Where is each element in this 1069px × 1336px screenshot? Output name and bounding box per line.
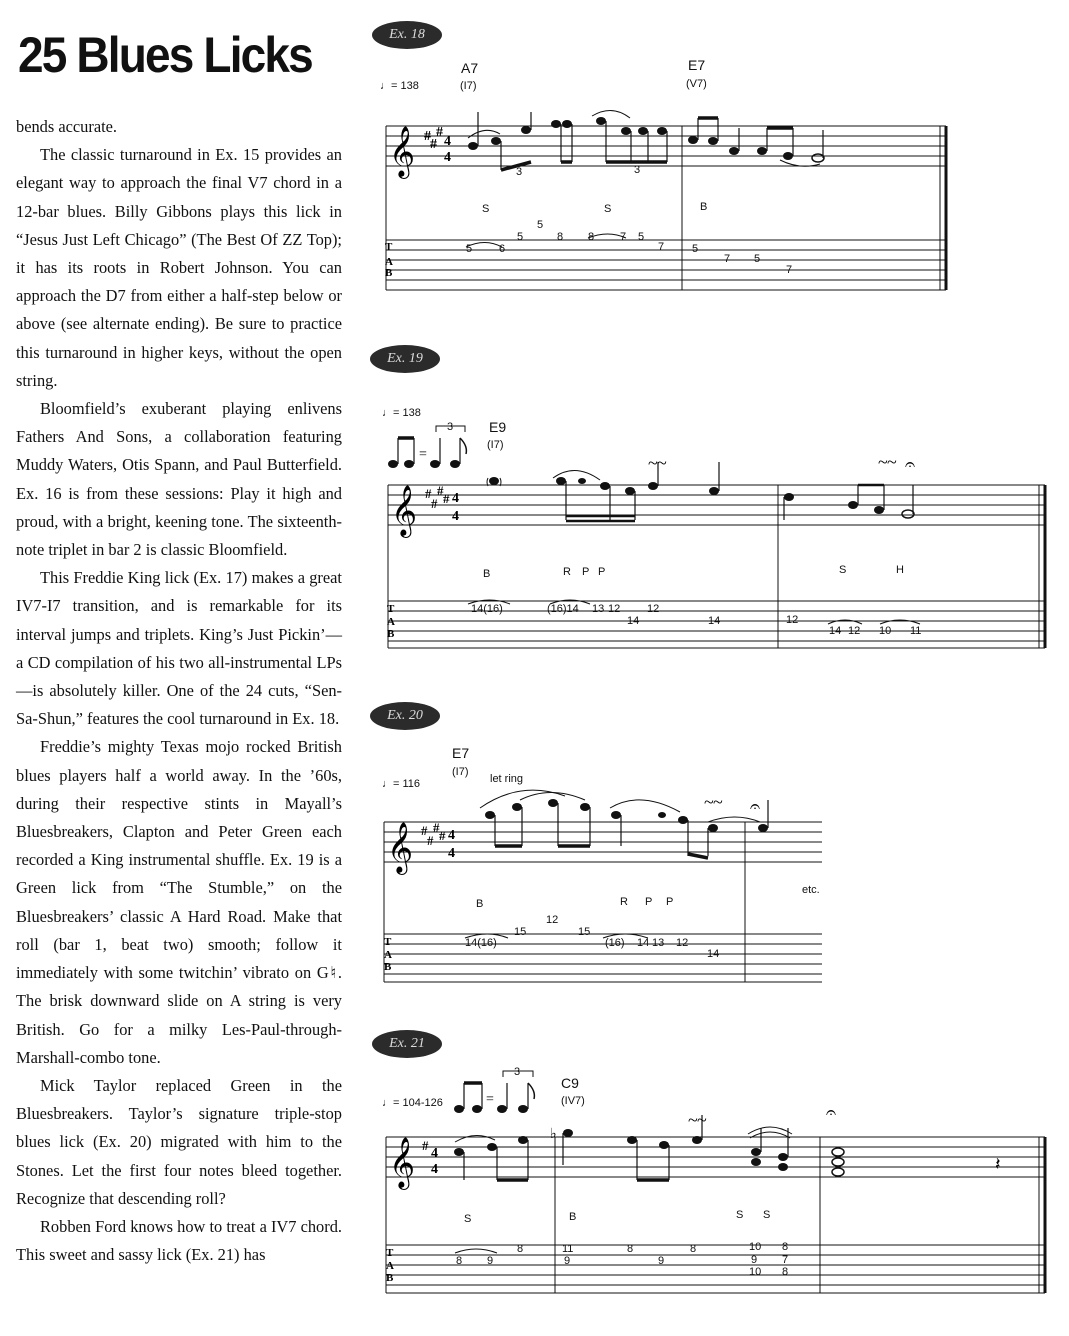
tab-number: 15 bbox=[514, 926, 527, 938]
technique-marking: B bbox=[569, 1211, 577, 1223]
chord-degree: (I7) bbox=[452, 766, 469, 778]
svg-text:4: 4 bbox=[448, 828, 455, 843]
triplet-number: 3 bbox=[514, 1066, 521, 1078]
svg-text:T: T bbox=[386, 1247, 394, 1259]
svg-text:~: ~ bbox=[887, 452, 897, 472]
tab-number: 10 bbox=[749, 1241, 762, 1253]
chord-degree: (I7) bbox=[460, 80, 477, 92]
svg-text:B: B bbox=[385, 267, 393, 279]
tab-number: 14 bbox=[637, 937, 650, 949]
chord-symbol: E7 bbox=[688, 57, 706, 73]
tab-number: 6 bbox=[499, 243, 506, 255]
paragraph: The classic turnaround in Ex. 15 provides an elegant way to approach the final V7 chord in a 12-bar blues. Billy Gibbons plays this lick in “Jesus Just Left Chicago” (The Best Of ZZ Top); it has its roots in Robert Johnson. You can approach the D7 from either a half-step below or above (see alternate ending). Be sure to practice this turnaround in higher keys, without the open string. bbox=[16, 145, 342, 390]
tab-number: 12 bbox=[848, 625, 861, 637]
svg-text:#: # bbox=[433, 820, 440, 835]
tab-number: 9 bbox=[487, 1255, 494, 1267]
technique-marking: B bbox=[476, 898, 484, 910]
svg-text:#: # bbox=[443, 491, 450, 506]
technique-marking: P bbox=[582, 566, 590, 578]
svg-text:#: # bbox=[437, 483, 444, 498]
svg-text:~: ~ bbox=[878, 452, 888, 472]
svg-text:A: A bbox=[385, 256, 393, 268]
svg-text:A: A bbox=[384, 949, 392, 961]
technique-marking: B bbox=[700, 201, 708, 213]
tab-number: 7 bbox=[782, 1254, 789, 1266]
chord-degree: (I7) bbox=[487, 439, 504, 451]
svg-text:~: ~ bbox=[688, 1110, 698, 1130]
fermata-icon: 𝄐 bbox=[826, 1102, 837, 1122]
example-badge: Ex. 21 bbox=[372, 1030, 442, 1058]
tab-number: 12 bbox=[608, 603, 621, 615]
svg-text:~: ~ bbox=[713, 792, 723, 812]
svg-text:~: ~ bbox=[697, 1110, 707, 1130]
treble-clef-icon: 𝄞 bbox=[389, 127, 416, 176]
svg-text:4: 4 bbox=[431, 1162, 438, 1177]
svg-text:𝄞: 𝄞 bbox=[389, 1138, 416, 1187]
svg-text:#: # bbox=[421, 823, 428, 838]
tab-number: 14(16) bbox=[465, 937, 497, 949]
paragraph: Bloomfield’s exuberant playing enlivens Fathers And Sons, a collaboration featuring Muddy Waters, Otis Spann, and Paul Butterfield. Ex. 16 is from these sessions: Play it high and proud, with a bright, keening tone. The sixteenth-note triplet in bar 2 is classic Bloomfield. bbox=[16, 399, 342, 560]
svg-text:#: # bbox=[436, 125, 443, 140]
tab-number: 5 bbox=[692, 243, 699, 255]
svg-text:A: A bbox=[387, 616, 395, 628]
technique-marking: P bbox=[666, 896, 674, 908]
technique-marking: S bbox=[464, 1213, 472, 1225]
svg-text:B: B bbox=[386, 1272, 394, 1284]
tab-number: 8 bbox=[456, 1255, 463, 1267]
tab-number: 10 bbox=[749, 1266, 762, 1278]
svg-text:#: # bbox=[424, 129, 431, 144]
tab-number: 11 bbox=[562, 1243, 574, 1255]
tab-number: 12 bbox=[676, 937, 689, 949]
svg-text:♭: ♭ bbox=[550, 1127, 557, 1142]
tempo-marking: ♩= 138 bbox=[382, 407, 421, 419]
tab-number: 7 bbox=[658, 241, 665, 253]
technique-marking: H bbox=[896, 564, 904, 576]
svg-text:𝄞: 𝄞 bbox=[387, 823, 414, 872]
tab-number: 8 bbox=[588, 231, 595, 243]
chord-symbol: E9 bbox=[489, 419, 507, 435]
tab-number: 7 bbox=[724, 253, 731, 265]
svg-text:#: # bbox=[427, 833, 434, 848]
chord-symbol: E7 bbox=[452, 745, 470, 761]
svg-text:~: ~ bbox=[704, 792, 714, 812]
technique-marking: P bbox=[598, 566, 606, 578]
tab-number: 8 bbox=[782, 1241, 789, 1253]
svg-text:#: # bbox=[422, 1138, 429, 1153]
tab-number: 12 bbox=[546, 914, 559, 926]
svg-text:A: A bbox=[386, 1260, 394, 1272]
tab-number: 7 bbox=[786, 264, 793, 276]
paragraph: Freddie’s mighty Texas mojo rocked British blues players half a world away. In the ’60s, during their respective stints in Mayall’s Bluesbreakers, Clapton and Peter Green each recorded a King instrumental shuffle. Ex. 19 is a Green lick from “The Stumble,” on the Bluesbreakers’ classic A Hard Road. Make that roll (bar 1, beat two) smooth; follow it immediately with some twitchin’ vibrato on G♮. The brisk downward slide on A string is very British. Go for a milky Les-Paul-through-Marshall-combo tone. bbox=[16, 737, 342, 1067]
tab-number: 8 bbox=[517, 1243, 524, 1255]
technique-marking: S bbox=[763, 1209, 771, 1221]
tab-number: 5 bbox=[638, 231, 645, 243]
tab-number: 11 bbox=[910, 625, 922, 637]
fermata-icon: 𝄐 bbox=[905, 454, 916, 474]
tab-number: 13 bbox=[592, 603, 605, 615]
example-badge: Ex. 19 bbox=[370, 345, 440, 373]
svg-text:4: 4 bbox=[452, 491, 459, 506]
tab-number: 14 bbox=[829, 625, 842, 637]
tab-clef-label: T bbox=[1054, 290, 1055, 291]
svg-text:=: = bbox=[486, 1092, 494, 1107]
tab-number: 12 bbox=[786, 614, 799, 626]
svg-text:4: 4 bbox=[448, 846, 455, 861]
chord-degree: (IV7) bbox=[561, 1095, 585, 1107]
chord-symbol: A7 bbox=[461, 60, 479, 76]
tab-number: 10 bbox=[879, 625, 892, 637]
svg-text:B: B bbox=[387, 628, 395, 640]
tab-number: 8 bbox=[690, 1243, 697, 1255]
tab-number: 14 bbox=[708, 615, 721, 627]
tab-number: 14 bbox=[627, 615, 640, 627]
svg-text:B: B bbox=[384, 961, 392, 973]
triplet-number: 3 bbox=[634, 164, 641, 176]
ending-text: etc. bbox=[802, 884, 820, 896]
tab-number: (16)14 bbox=[547, 603, 579, 615]
paragraph: This Freddie King lick (Ex. 17) makes a great IV7-I7 transition, and is remarkable for its interval jumps and triplets. King’s Just Pickin’—a CD compilation of his two all-instrumental LPs—is absolutely killer. One of the 24 cuts, “Sen-Sa-Shun,” features the cool turnaround in Ex. 18. bbox=[16, 568, 342, 729]
technique-marking: S bbox=[482, 203, 490, 215]
tab-number: 13 bbox=[652, 937, 665, 949]
paragraph: Mick Taylor replaced Green in the Bluesbreakers. Taylor’s signature triple-stop blues lick (Ex. 20) migrated with him to the Stones. Let the first four notes bleed together. Recognize that descending roll? bbox=[16, 1075, 342, 1208]
tab-number: 12 bbox=[647, 603, 660, 615]
example-badge: Ex. 20 bbox=[370, 702, 440, 730]
tab-number: 5 bbox=[754, 253, 761, 265]
tab-number: 5 bbox=[537, 219, 544, 231]
paragraph: bends accurate. bbox=[16, 117, 118, 136]
tab-number: 14(16) bbox=[471, 603, 503, 615]
quarter-rest-icon: 𝄽 bbox=[995, 1154, 1001, 1174]
chord-degree: (V7) bbox=[686, 78, 707, 90]
svg-text:#: # bbox=[439, 828, 446, 843]
svg-text:T: T bbox=[384, 936, 392, 948]
technique-marking: S bbox=[839, 564, 847, 576]
svg-text:4: 4 bbox=[452, 509, 459, 524]
technique-marking: S bbox=[604, 203, 612, 215]
tab-number: 8 bbox=[627, 1243, 634, 1255]
technique-marking: S bbox=[736, 1209, 744, 1221]
svg-text:4: 4 bbox=[431, 1146, 438, 1161]
tab-number: 14 bbox=[707, 948, 720, 960]
tempo-marking: ♩= 104-126 bbox=[382, 1097, 443, 1109]
chord-symbol: C9 bbox=[561, 1075, 579, 1091]
technique-marking: P bbox=[645, 896, 653, 908]
tab-number: 5 bbox=[466, 243, 473, 255]
svg-text:~: ~ bbox=[657, 453, 667, 473]
triplet-number: 3 bbox=[447, 421, 454, 433]
svg-text:=: = bbox=[419, 447, 427, 462]
svg-text:~: ~ bbox=[648, 453, 658, 473]
technique-marking: B bbox=[483, 568, 491, 580]
page-title: 25 Blues Licks bbox=[18, 27, 312, 83]
tab-number: 8 bbox=[557, 231, 564, 243]
svg-text:#: # bbox=[431, 496, 438, 511]
tab-number: (16) bbox=[605, 937, 625, 949]
direction-text: let ring bbox=[490, 773, 524, 785]
svg-text:#: # bbox=[425, 486, 432, 501]
technique-marking: R bbox=[563, 566, 571, 578]
triplet-number: 3 bbox=[516, 166, 523, 178]
technique-marking: R bbox=[620, 896, 628, 908]
tab-number: 9 bbox=[658, 1255, 665, 1267]
example-badge: Ex. 18 bbox=[372, 21, 442, 49]
svg-text:T: T bbox=[385, 241, 393, 253]
tab-number: 15 bbox=[578, 926, 591, 938]
fermata-icon: 𝄐 bbox=[750, 796, 761, 816]
paragraph: Robben Ford knows how to treat a IV7 chord. This sweet and sassy lick (Ex. 21) has bbox=[16, 1216, 342, 1265]
tab-number: 7 bbox=[620, 231, 627, 243]
tab-number: 5 bbox=[517, 231, 524, 243]
tab-number: 9 bbox=[751, 1254, 758, 1266]
svg-text:4: 4 bbox=[444, 134, 451, 149]
svg-text:T: T bbox=[387, 603, 395, 615]
tempo-marking: ♩= 116 bbox=[382, 778, 421, 790]
tab-number: 9 bbox=[564, 1255, 571, 1267]
tempo-marking: ♩= 138 bbox=[380, 80, 419, 92]
tab-number: 8 bbox=[782, 1266, 789, 1278]
svg-text:4: 4 bbox=[444, 150, 451, 165]
svg-text:𝄞: 𝄞 bbox=[391, 486, 418, 535]
svg-text:#: # bbox=[430, 137, 437, 152]
